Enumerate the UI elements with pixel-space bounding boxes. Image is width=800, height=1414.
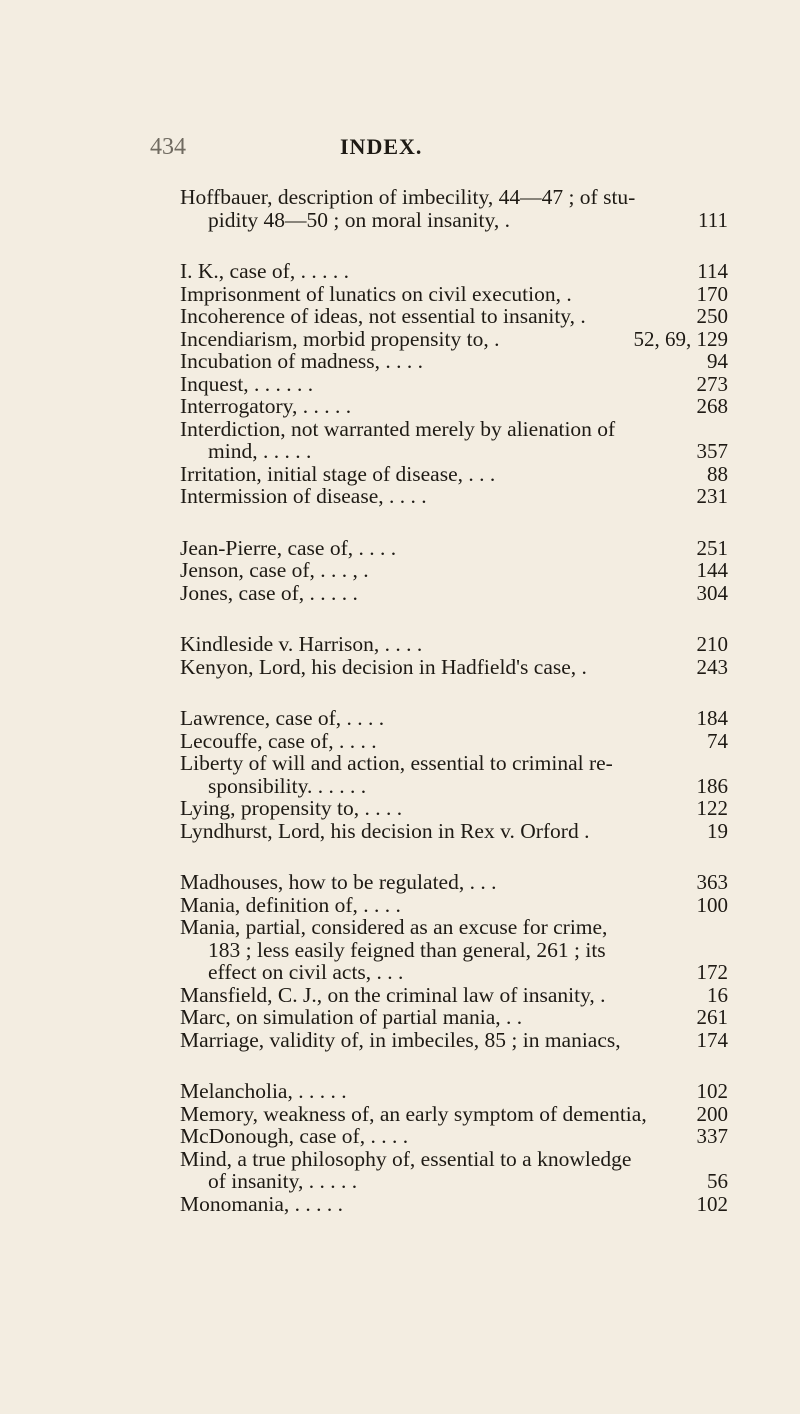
page-reference: 74 bbox=[707, 728, 728, 753]
index-entry bbox=[0, 305, 800, 328]
page-reference: 268 bbox=[696, 394, 728, 418]
entry-text: Kindleside v. Harrison, . . . . bbox=[180, 632, 423, 656]
entry-text: pidity 48—50 ; on moral insanity, . bbox=[208, 207, 510, 232]
index-entry bbox=[0, 707, 800, 730]
entry-text: Marc, on simulation of partial mania, . . bbox=[180, 1005, 523, 1029]
entry-text: Lyndhurst, Lord, his decision in Rex v. Orford . bbox=[180, 818, 590, 843]
entry-text: Mania, partial, considered as an excuse for crime, bbox=[180, 915, 608, 939]
page-reference: 102 bbox=[696, 1191, 728, 1216]
page-reference: 19 bbox=[707, 818, 728, 843]
page-reference: 88 bbox=[707, 461, 728, 486]
index-entry bbox=[0, 871, 800, 894]
entry-line bbox=[0, 707, 800, 730]
entry-line bbox=[0, 984, 800, 1007]
page-reference: 337 bbox=[696, 1124, 728, 1148]
index-entry bbox=[0, 283, 800, 306]
entry-text: Hoffbauer, description of imbecility, 44—47 ; of stu- bbox=[180, 185, 636, 209]
index-letter-group bbox=[0, 633, 800, 678]
page-reference: 102 bbox=[696, 1079, 728, 1103]
index-entry bbox=[0, 328, 800, 351]
entry-text: Incubation of madness, . . . . bbox=[180, 349, 424, 373]
entry-line bbox=[0, 418, 800, 441]
page-reference: 210 bbox=[696, 632, 728, 656]
entry-text: Madhouses, how to be regulated, . . . bbox=[180, 870, 497, 894]
entry-text: Mania, definition of, . . . . bbox=[180, 892, 401, 917]
entry-text: Memory, weakness of, an early symptom of dementia, bbox=[180, 1101, 647, 1126]
entry-line bbox=[0, 463, 800, 486]
index-entry bbox=[0, 1148, 800, 1193]
entry-text: Mind, a true philosophy of, essential to a knowledge bbox=[180, 1146, 632, 1171]
entry-text: mind, . . . . . bbox=[208, 439, 312, 463]
index-entry bbox=[0, 463, 800, 486]
entry-text: Incoherence of ideas, not essential to insanity, . bbox=[180, 304, 586, 328]
entry-line bbox=[0, 1006, 800, 1029]
index-entry bbox=[0, 1125, 800, 1148]
entry-text: Lawrence, case of, . . . . bbox=[180, 706, 385, 730]
index-entry bbox=[0, 894, 800, 917]
index-letter-group bbox=[0, 871, 800, 1051]
entry-text: Liberty of will and action, essential to criminal re- bbox=[180, 751, 613, 775]
page-reference: 304 bbox=[696, 580, 728, 605]
page-reference: 111 bbox=[698, 207, 728, 232]
entry-line bbox=[0, 752, 800, 775]
entry-text: Imprisonment of lunatics on civil execution, . bbox=[180, 281, 572, 306]
index-entry bbox=[0, 559, 800, 582]
entry-line bbox=[0, 485, 800, 508]
entry-text: Jean-Pierre, case of, . . . . bbox=[180, 535, 397, 560]
entry-text: of insanity, . . . . . bbox=[208, 1169, 358, 1193]
index-entry bbox=[0, 1103, 800, 1126]
index-entry bbox=[0, 582, 800, 605]
entry-line bbox=[0, 894, 800, 917]
entry-line bbox=[0, 305, 800, 328]
entry-line bbox=[0, 350, 800, 373]
index-entry bbox=[0, 730, 800, 753]
page-reference: 100 bbox=[696, 892, 728, 917]
page-reference: 174 bbox=[696, 1027, 728, 1052]
entry-text: sponsibility. . . . . . bbox=[208, 773, 367, 798]
entry-line bbox=[0, 656, 800, 679]
index-entries bbox=[0, 186, 800, 1244]
entry-line bbox=[0, 1103, 800, 1126]
page-reference: 172 bbox=[696, 960, 728, 984]
entry-text: Lying, propensity to, . . . . bbox=[180, 796, 403, 820]
index-entry bbox=[0, 916, 800, 984]
page-reference: 52, 69, 129 bbox=[633, 326, 728, 351]
entry-line bbox=[0, 820, 800, 843]
page-reference: 144 bbox=[696, 558, 728, 582]
entry-text: Interdiction, not warranted merely by alienation of bbox=[180, 416, 616, 441]
index-entry bbox=[0, 1029, 800, 1052]
index-entry bbox=[0, 984, 800, 1007]
entry-text: Mansfield, C. J., on the criminal law of insanity, . bbox=[180, 982, 606, 1007]
index-entry bbox=[0, 656, 800, 679]
entry-text: Interrogatory, . . . . . bbox=[180, 394, 352, 418]
index-entry bbox=[0, 395, 800, 418]
entry-line bbox=[0, 440, 800, 463]
index-entry bbox=[0, 752, 800, 797]
page-title: INDEX. bbox=[340, 134, 423, 159]
entry-line bbox=[0, 373, 800, 396]
entry-line bbox=[0, 871, 800, 894]
entry-line bbox=[0, 1148, 800, 1171]
entry-line bbox=[0, 1080, 800, 1103]
page-reference: 261 bbox=[696, 1005, 728, 1029]
index-entry bbox=[0, 797, 800, 820]
index-entry bbox=[0, 350, 800, 373]
page-reference: 357 bbox=[696, 439, 728, 463]
entry-text: Lecouffe, case of, . . . . bbox=[180, 728, 377, 753]
entry-line bbox=[0, 961, 800, 984]
entry-line bbox=[0, 328, 800, 351]
page-reference: 114 bbox=[697, 259, 728, 283]
index-entry bbox=[0, 1193, 800, 1216]
index-entry bbox=[0, 820, 800, 843]
index-letter-group bbox=[0, 1080, 800, 1215]
entry-text: 183 ; less easily feigned than general, 261 ; its bbox=[208, 937, 606, 962]
entry-text: effect on civil acts, . . . bbox=[208, 960, 404, 984]
entry-line bbox=[0, 209, 800, 232]
page-reference: 170 bbox=[696, 281, 728, 306]
index-entry bbox=[0, 633, 800, 656]
entry-line bbox=[0, 797, 800, 820]
page-reference: 186 bbox=[696, 773, 728, 798]
entry-line bbox=[0, 1193, 800, 1216]
entry-text: Irritation, initial stage of disease, . . . bbox=[180, 461, 496, 486]
entry-line bbox=[0, 559, 800, 582]
entry-text: I. K., case of, . . . . . bbox=[180, 259, 349, 283]
page-reference: 184 bbox=[696, 706, 728, 730]
index-letter-group bbox=[0, 260, 800, 508]
entry-text: Intermission of disease, . . . . bbox=[180, 484, 427, 508]
entry-line bbox=[0, 186, 800, 209]
index-entry bbox=[0, 418, 800, 463]
running-head bbox=[150, 134, 710, 164]
entry-text: Kenyon, Lord, his decision in Hadfield's case, . bbox=[180, 654, 587, 679]
entry-line bbox=[0, 939, 800, 962]
entry-line bbox=[0, 1125, 800, 1148]
entry-line bbox=[0, 730, 800, 753]
index-entry bbox=[0, 1080, 800, 1103]
index-entry bbox=[0, 373, 800, 396]
page-reference: 273 bbox=[696, 371, 728, 396]
index-entry bbox=[0, 485, 800, 508]
entry-line bbox=[0, 260, 800, 283]
index-entry bbox=[0, 537, 800, 560]
index-entry bbox=[0, 186, 800, 231]
page-reference: 363 bbox=[696, 870, 728, 894]
entry-line bbox=[0, 1029, 800, 1052]
page-reference: 56 bbox=[707, 1169, 728, 1193]
entry-text: Marriage, validity of, in imbeciles, 85 ; in maniacs, bbox=[180, 1027, 621, 1052]
entry-line bbox=[0, 395, 800, 418]
entry-line bbox=[0, 633, 800, 656]
entry-line bbox=[0, 283, 800, 306]
index-letter-group bbox=[0, 537, 800, 605]
entry-line bbox=[0, 916, 800, 939]
entry-line bbox=[0, 775, 800, 798]
page-reference: 243 bbox=[696, 654, 728, 679]
entry-text: Monomania, . . . . . bbox=[180, 1191, 344, 1216]
page-reference: 122 bbox=[696, 796, 728, 820]
entry-line bbox=[0, 537, 800, 560]
entry-text: Jenson, case of, . . . , . bbox=[180, 558, 369, 582]
page-reference: 94 bbox=[707, 349, 728, 373]
page-reference: 231 bbox=[696, 484, 728, 508]
index-entry bbox=[0, 1006, 800, 1029]
entry-text: Incendiarism, morbid propensity to, . bbox=[180, 326, 500, 351]
index-entry bbox=[0, 260, 800, 283]
page-reference: 251 bbox=[696, 535, 728, 560]
index-letter-group bbox=[0, 186, 800, 231]
entry-text: McDonough, case of, . . . . bbox=[180, 1124, 409, 1148]
page-number: 434 bbox=[150, 134, 186, 160]
entry-text: Jones, case of, . . . . . bbox=[180, 580, 358, 605]
entry-text: Melancholia, . . . . . bbox=[180, 1079, 347, 1103]
entry-line bbox=[0, 1170, 800, 1193]
page-reference: 250 bbox=[696, 304, 728, 328]
entry-text: Inquest, . . . . . . bbox=[180, 371, 314, 396]
page-reference: 200 bbox=[696, 1101, 728, 1126]
entry-line bbox=[0, 582, 800, 605]
page-reference: 16 bbox=[707, 982, 728, 1007]
index-letter-group bbox=[0, 707, 800, 842]
